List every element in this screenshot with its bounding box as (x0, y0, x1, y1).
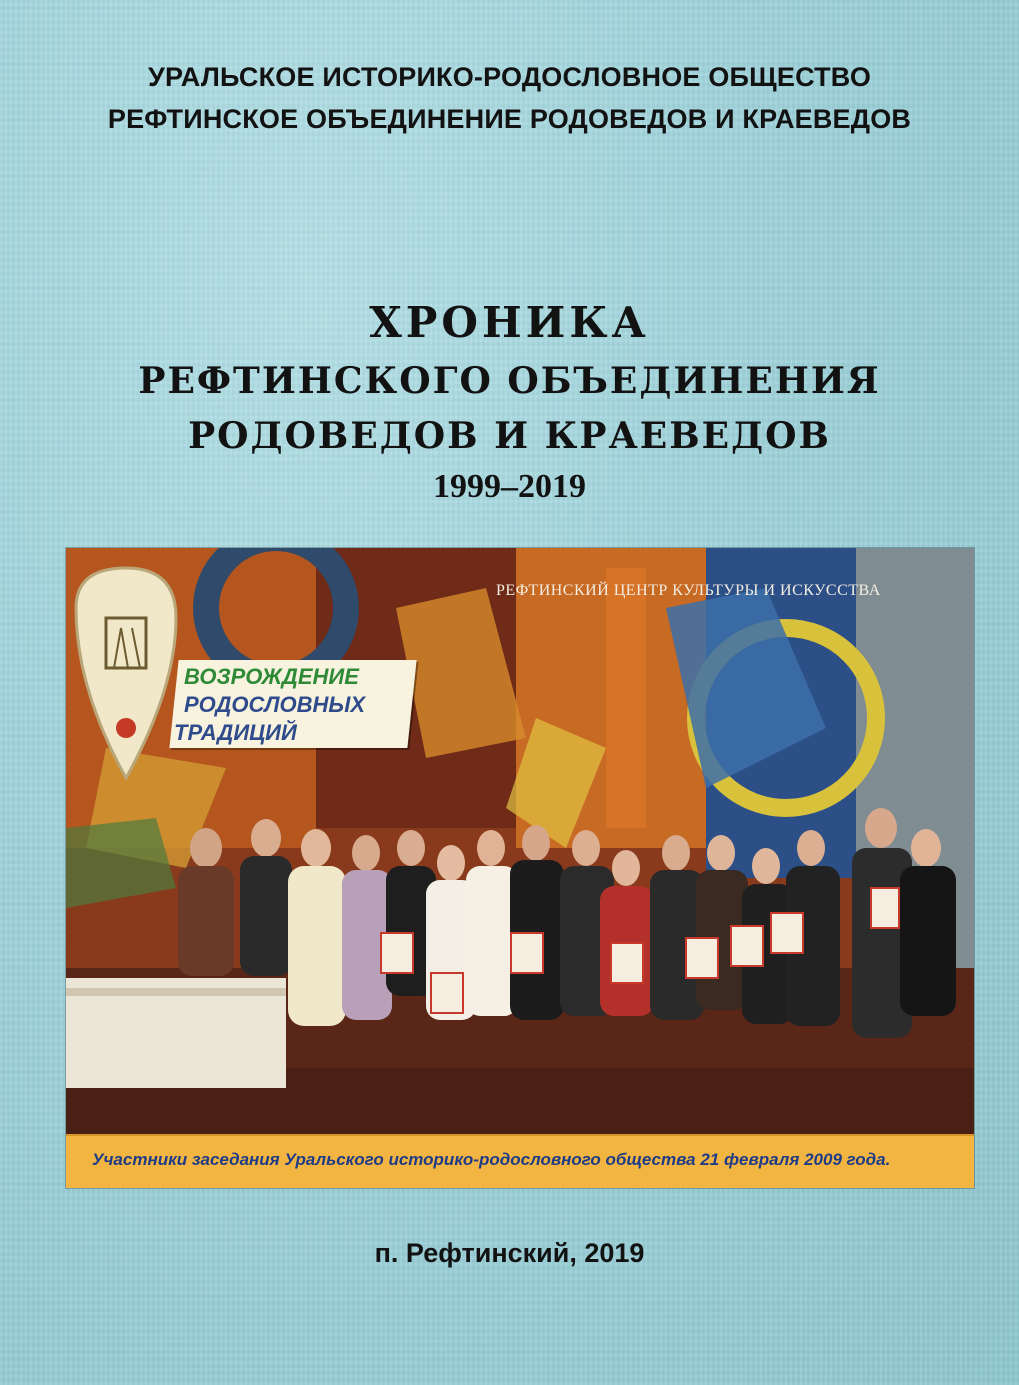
photo-caption-bar (66, 1134, 974, 1188)
group-photo-illustration (66, 548, 974, 1188)
photo-caption: Участники заседания Уральского историко-родословного общества 21 февраля 2009 года. (92, 1150, 891, 1169)
book-title-line-3: РОДОВЕДОВ И КРАЕВЕДОВ (188, 415, 831, 457)
banner-line-1: ВОЗРОЖДЕНИЕ (184, 664, 359, 689)
book-title-main: ХРОНИКА (369, 298, 650, 347)
publisher-line-1: УРАЛЬСКОЕ ИСТОРИКО-РОДОСЛОВНОЕ ОБЩЕСТВО (147, 62, 872, 92)
culture-center-sign: РЕФТИНСКИЙ ЦЕНТР КУЛЬТУРЫ И ИСКУССТВА (496, 582, 881, 599)
publisher-line-2: РЕФТИНСКОЕ ОБЪЕДИНЕНИЕ РОДОВЕДОВ И КРАЕВЕДОВ (107, 104, 912, 134)
publication-place-year: п. Рефтинский, 2019 (374, 1238, 645, 1268)
banner-line-3: ТРАДИЦИЙ (174, 720, 297, 745)
book-title-line-2: РЕФТИНСКОГО ОБЪЕДИНЕНИЯ (138, 360, 881, 402)
book-years: 1999–2019 (433, 468, 586, 505)
banner-line-2: РОДОСЛОВНЫХ (184, 692, 366, 717)
cover-photo (66, 548, 974, 1188)
